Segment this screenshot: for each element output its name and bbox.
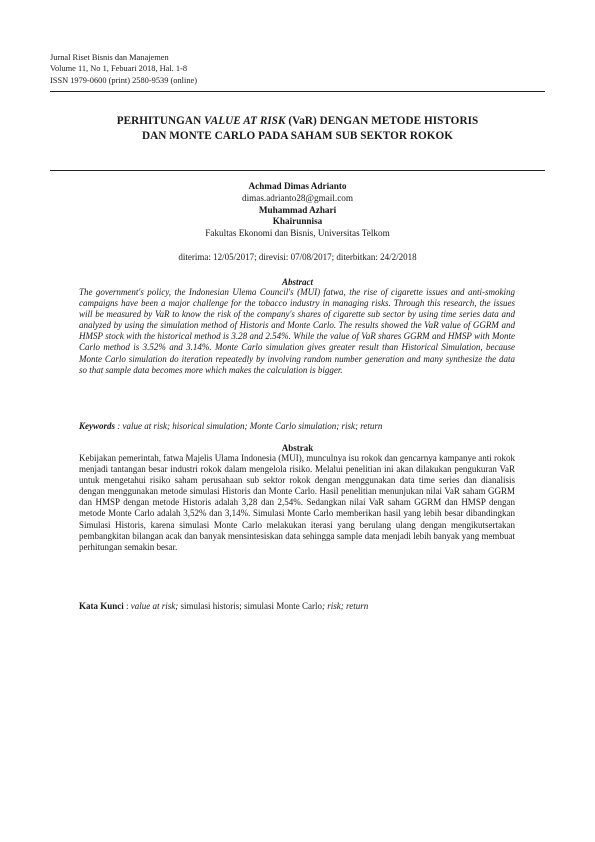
header-divider (50, 91, 545, 92)
keywords-id (79, 601, 515, 611)
abstract-text-en: The government's policy, the Indonesian Ulema Council's (MUI) fatwa, the rise of cigarette issues and anti-smoking campaigns have been a major challenge for the tobacco industry in managing risks. Through this research, the issues will be measured by VaR to know the risk of the company's shares of cigarette sub sector by using time series data and analyzed by using the simulation method of Historis and Monte Carlo. The results showed the VaR value of GGRM and HMSP stock with the historical method is 3.28 and 2.54%. While the value of VaR shares GGRM and HMSP with Monte Carlo method is 3.52% and 3.14%. Monte Carlo simulation gives greater result than Historical Simulation, because Monte Carlo simulation do iteration repeatedly by involving random number generation and many synthesize the data so that sample data becomes more which makes the calculation is bigger. (79, 287, 515, 375)
title-italic: VALUE AT RISK (204, 115, 286, 127)
author-name-3: Khairunnisa (272, 216, 323, 227)
author-block (50, 181, 545, 240)
journal-header (50, 52, 197, 86)
abstract-heading-id: Abstrak (281, 443, 314, 453)
abstract-text-id: Kebijakan pemerintah, fatwa Majelis Ulama Indonesia (MUI), munculnya isu rokok dan gencarnya kampanye anti rokok menjadi tantangan besar industri rokok dalam mengelola risiko. Melalui penelitian ini akan dilakukan pengukuran VaR untuk mengetahui risiko saham perusahaan sub sektor rokok dengan menggunakan data time series dan dianalisis dengan menggunakan metode simulasi Historis dan Monte Carlo. Hasil penelitian menunjukan nilai VaR saham GGRM dan HMSP dengan metode Historis adalah 3,28 dan 2,54%. Sedangkan nilai VaR saham GGRM dan HMSP dengan metode Monte Carlo adalah 3,52% dan 3,14%. Simulasi Monte Carlo memberikan hasil yang lebih besar dibandingkan Simulasi Historis, karena simulasi Monte Carlo melakukan iterasi yang berulang ulang dengan mengikutsertakan pembangkitan bilangan acak dan banyak mensintesiskan data sehingga sample data menjadi lebih banyak yang membuat perhitungan semakin besar. (79, 453, 515, 552)
keywords-label-en: Keywords (79, 421, 115, 431)
author-name-1: Achmad Dimas Adrianto (248, 181, 347, 191)
keywords-en (79, 421, 515, 431)
paper-title (50, 114, 545, 144)
title-part2: (VaR) DENGAN METODE HISTORIS (285, 115, 479, 127)
title-part1: PERHITUNGAN (116, 115, 205, 127)
journal-volume: Volume 11, No 1, Febuari 2018, Hal. 1-8 (50, 64, 188, 74)
title-line2: DAN MONTE CARLO PADA SAHAM SUB SEKTOR ROKOK (142, 130, 453, 142)
keywords-italic-2: ; risk; return (322, 601, 369, 611)
keywords-italic-1: value at risk; (130, 601, 179, 611)
keywords-list-en: : value at risk; hisorical simulation; Monte Carlo simulation; risk; return (115, 421, 383, 431)
author-email: dimas.adrianto28@gmail.com (241, 192, 354, 203)
title-divider (50, 170, 545, 171)
author-name-2: Muhammad Azhari (258, 204, 337, 215)
keywords-normal-id: simulasi historis; simulasi Monte Carlo (178, 601, 323, 611)
abstract-heading-en: Abstract (281, 277, 313, 287)
publication-dates: diterima: 12/05/2017; direvisi: 07/08/2017; diterbitkan: 24/2/2018 (178, 252, 417, 262)
keywords-label-id: Kata Kunci (79, 601, 124, 611)
keywords-sep-id: : (123, 601, 131, 611)
author-affiliation: Fakultas Ekonomi dan Bisnis, Universitas Telkom (205, 228, 390, 239)
journal-name: Jurnal Riset Bisnis dan Manajemen (50, 53, 169, 62)
journal-issn: ISSN 1979-0600 (print) 2580-9539 (online) (50, 75, 198, 85)
